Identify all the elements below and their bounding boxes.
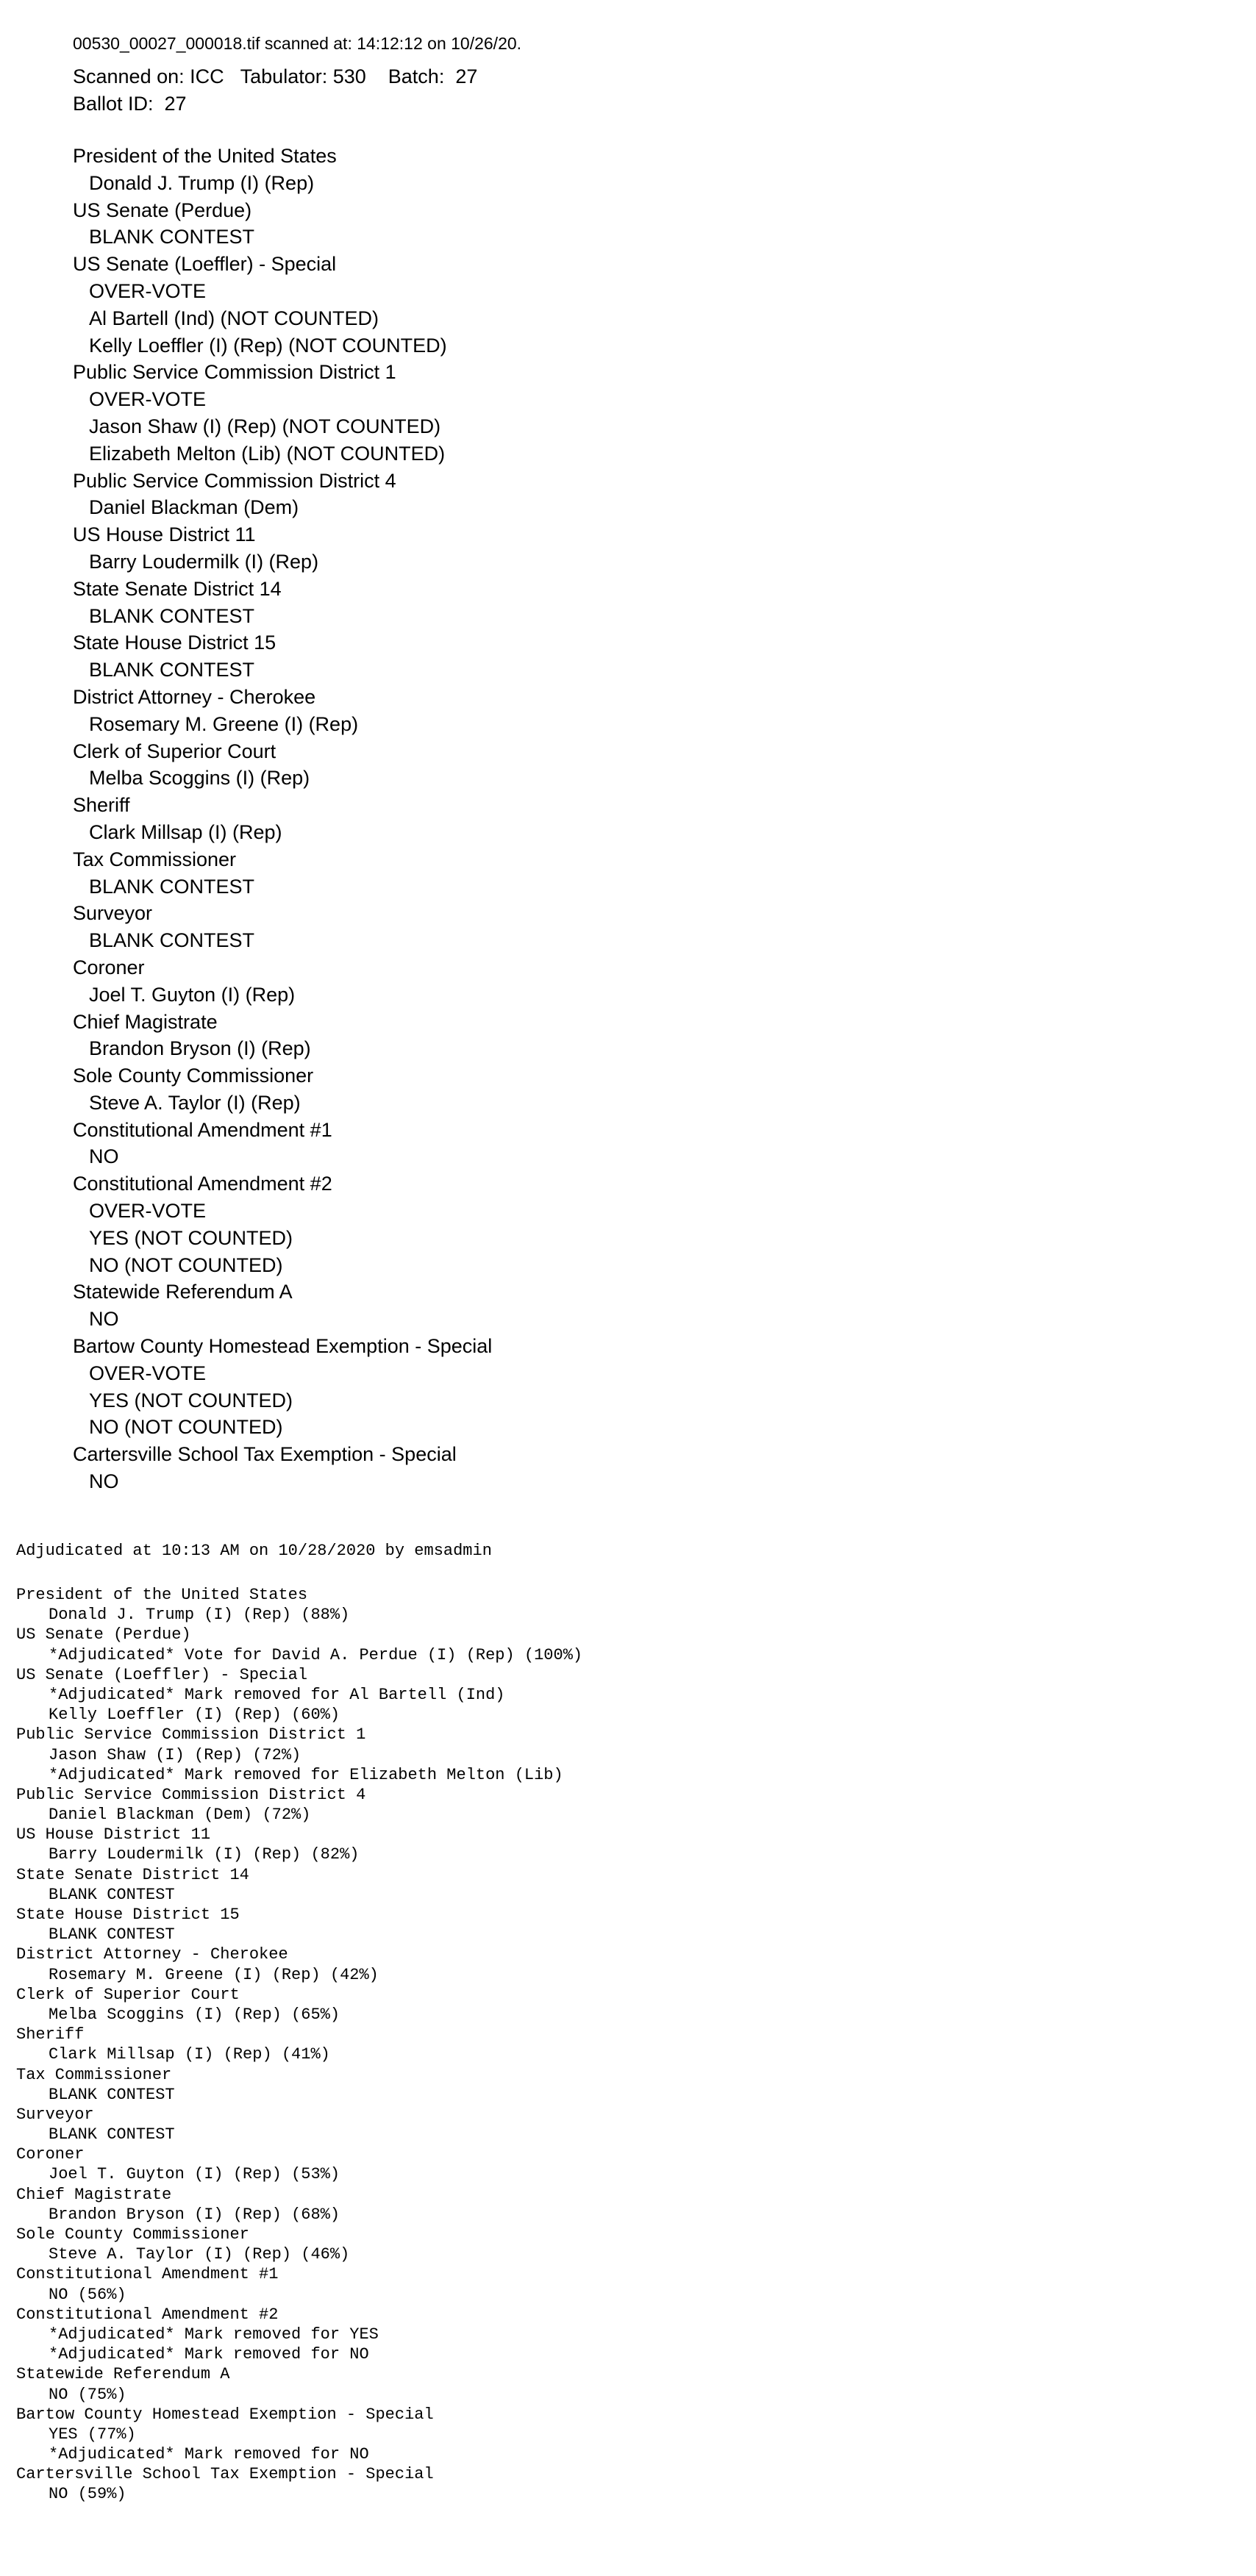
scan-contest-name: Sole County Commissioner bbox=[73, 1065, 314, 1087]
adjudication-choice: Donald J. Trump (I) (Rep) (88%) bbox=[49, 1606, 350, 1625]
scan-choice: BLANK CONTEST bbox=[89, 929, 255, 952]
adjudication-choice: BLANK CONTEST bbox=[49, 2085, 175, 2104]
adjudication-choice: Barry Loudermilk (I) (Rep) (82%) bbox=[49, 1845, 360, 1864]
adjudication-contest-name: Bartow County Homestead Exemption - Special bbox=[16, 2405, 434, 2424]
scan-contest-name: Chief Magistrate bbox=[73, 1010, 218, 1033]
ballot-id-line: Ballot ID: 27 bbox=[73, 93, 187, 115]
scan-contest-name: Constitutional Amendment #2 bbox=[73, 1173, 332, 1195]
scanned-on-line: Scanned on: ICC Tabulator: 530 Batch: 27 bbox=[73, 65, 478, 87]
scan-choice: Daniel Blackman (Dem) bbox=[89, 496, 299, 519]
scan-choice: Kelly Loeffler (I) (Rep) (NOT COUNTED) bbox=[89, 334, 447, 357]
scan-contest-name: District Attorney - Cherokee bbox=[73, 685, 316, 708]
scan-file-line: 00530_00027_000018.tif scanned at: 14:12:12 on 10/26/20. bbox=[73, 34, 522, 53]
scan-contest-name: President of the United States bbox=[73, 145, 337, 167]
scan-choice: NO (NOT COUNTED) bbox=[89, 1416, 283, 1439]
adjudication-contest-name: Sole County Commissioner bbox=[16, 2225, 249, 2244]
adjudication-choice: *Adjudicated* Vote for David A. Perdue (I) (Rep) (100%) bbox=[49, 1645, 583, 1664]
adjudication-choice: Steve A. Taylor (I) (Rep) (46%) bbox=[49, 2245, 350, 2264]
scan-choice: Brandon Bryson (I) (Rep) bbox=[89, 1037, 311, 1060]
scan-choice: Clark Millsap (I) (Rep) bbox=[89, 820, 282, 843]
adjudication-contest-name: US House District 11 bbox=[16, 1825, 211, 1845]
scan-choice: NO bbox=[89, 1145, 119, 1168]
adjudication-contest-name: Tax Commissioner bbox=[16, 2065, 172, 2084]
scan-contest-name: Clerk of Superior Court bbox=[73, 740, 276, 762]
scan-choice: YES (NOT COUNTED) bbox=[89, 1389, 293, 1412]
adjudication-contest-name: Constitutional Amendment #1 bbox=[16, 2265, 279, 2284]
adjudication-choice: *Adjudicated* Mark removed for Elizabeth Melton (Lib) bbox=[49, 1765, 563, 1784]
adjudication-title: Adjudicated at 10:13 AM on 10/28/2020 by emsadmin bbox=[16, 1542, 492, 1560]
scan-contest-name: Sheriff bbox=[73, 794, 130, 817]
adjudication-choice: Clark Millsap (I) (Rep) (41%) bbox=[49, 2045, 330, 2064]
adjudication-choice: NO (59%) bbox=[49, 2485, 126, 2504]
adjudication-contest-name: District Attorney - Cherokee bbox=[16, 1945, 288, 1964]
scan-contest-name: Coroner bbox=[73, 956, 145, 978]
scan-choice: OVER-VOTE bbox=[89, 388, 207, 411]
adjudication-contest-name: President of the United States bbox=[16, 1586, 308, 1604]
adjudication-contest-name: State House District 15 bbox=[16, 1906, 240, 1924]
adjudication-contest-name: Coroner bbox=[16, 2145, 85, 2164]
scan-record bbox=[73, 32, 1176, 1495]
adjudication-choice: Brandon Bryson (I) (Rep) (68%) bbox=[49, 2205, 340, 2224]
scan-contest-name: Surveyor bbox=[73, 902, 153, 925]
adjudication-contest-name: US Senate (Perdue) bbox=[16, 1625, 191, 1645]
scan-choice: Melba Scoggins (I) (Rep) bbox=[89, 767, 310, 790]
adjudication-contest-name: Constitutional Amendment #2 bbox=[16, 2305, 279, 2324]
scan-choice: BLANK CONTEST bbox=[89, 226, 255, 248]
scan-contest-name: Tax Commissioner bbox=[73, 848, 237, 870]
adjudication-choice: Joel T. Guyton (I) (Rep) (53%) bbox=[49, 2165, 340, 2184]
scan-choice: Barry Loudermilk (I) (Rep) bbox=[89, 550, 319, 573]
adjudication-record bbox=[16, 1541, 1193, 2505]
adjudication-choice: NO (75%) bbox=[49, 2385, 126, 2404]
scan-choice: Elizabeth Melton (Lib) (NOT COUNTED) bbox=[89, 442, 446, 465]
adjudication-choice: BLANK CONTEST bbox=[49, 2125, 175, 2144]
adjudication-choice: NO (56%) bbox=[49, 2285, 126, 2304]
scan-contest-name: US Senate (Loeffler) - Special bbox=[73, 253, 337, 276]
adjudication-choice: Daniel Blackman (Dem) (72%) bbox=[49, 1806, 311, 1825]
scan-choice: BLANK CONTEST bbox=[89, 604, 255, 627]
adjudication-contest-name: Chief Magistrate bbox=[16, 2185, 172, 2204]
adjudication-contest-name: US Senate (Loeffler) - Special bbox=[16, 1665, 308, 1684]
scan-choice: Joel T. Guyton (I) (Rep) bbox=[89, 983, 296, 1006]
spacer bbox=[73, 118, 1176, 143]
adjudication-contest-name: State Senate District 14 bbox=[16, 1865, 249, 1884]
adjudication-contest-name: Surveyor bbox=[16, 2105, 94, 2124]
adjudication-choice: YES (77%) bbox=[49, 2425, 136, 2444]
adjudication-choice: *Adjudicated* Mark removed for YES bbox=[49, 2325, 379, 2344]
scan-choice: Al Bartell (Ind) (NOT COUNTED) bbox=[89, 307, 379, 329]
adjudication-choice: *Adjudicated* Mark removed for NO bbox=[49, 2345, 369, 2364]
scan-choice: Steve A. Taylor (I) (Rep) bbox=[89, 1091, 301, 1114]
scan-contest-name: State House District 15 bbox=[73, 632, 276, 654]
adjudication-contest-name: Sheriff bbox=[16, 2025, 85, 2044]
scan-contest-name: State Senate District 14 bbox=[73, 577, 282, 600]
scan-contest-name: Cartersville School Tax Exemption - Special bbox=[73, 1443, 457, 1466]
scan-choice: Rosemary M. Greene (I) (Rep) bbox=[89, 712, 359, 735]
scan-contest-name: Statewide Referendum A bbox=[73, 1281, 293, 1303]
adjudication-choice: *Adjudicated* Mark removed for NO bbox=[49, 2445, 369, 2464]
scan-choice: Donald J. Trump (I) (Rep) bbox=[89, 171, 315, 194]
scan-contest-name: Public Service Commission District 1 bbox=[73, 361, 396, 384]
adjudication-contest-name: Public Service Commission District 1 bbox=[16, 1725, 366, 1745]
scan-contest-name: Bartow County Homestead Exemption - Special bbox=[73, 1335, 493, 1358]
scan-choice: OVER-VOTE bbox=[89, 1200, 207, 1223]
scan-choice: OVER-VOTE bbox=[89, 1362, 207, 1384]
adjudication-choice: Jason Shaw (I) (Rep) (72%) bbox=[49, 1745, 301, 1764]
scan-choice: Jason Shaw (I) (Rep) (NOT COUNTED) bbox=[89, 415, 441, 437]
scan-contest-name: Public Service Commission District 4 bbox=[73, 469, 396, 492]
adjudication-choice: Rosemary M. Greene (I) (Rep) (42%) bbox=[49, 1965, 379, 1984]
scan-choice: BLANK CONTEST bbox=[89, 659, 255, 681]
scan-choice: YES (NOT COUNTED) bbox=[89, 1226, 293, 1249]
scan-contest-name: US House District 11 bbox=[73, 523, 256, 546]
adjudication-contest-list bbox=[16, 1585, 1193, 2505]
scan-choice: NO (NOT COUNTED) bbox=[89, 1253, 283, 1276]
scan-contest-list bbox=[73, 143, 1176, 1495]
adjudication-choice: Melba Scoggins (I) (Rep) (65%) bbox=[49, 2005, 340, 2024]
scan-choice: NO bbox=[89, 1308, 119, 1331]
adjudication-contest-name: Cartersville School Tax Exemption - Special bbox=[16, 2465, 434, 2484]
scan-choice: OVER-VOTE bbox=[89, 279, 207, 302]
adjudication-contest-name: Statewide Referendum A bbox=[16, 2365, 230, 2384]
scan-choice: BLANK CONTEST bbox=[89, 875, 255, 898]
scan-choice: NO bbox=[89, 1470, 119, 1493]
adjudication-choice: BLANK CONTEST bbox=[49, 1925, 175, 1944]
adjudication-contest-name: Public Service Commission District 4 bbox=[16, 1785, 366, 1804]
adjudication-choice: *Adjudicated* Mark removed for Al Bartell (Ind) bbox=[49, 1685, 505, 1704]
scan-contest-name: US Senate (Perdue) bbox=[73, 198, 252, 221]
scan-contest-name: Constitutional Amendment #1 bbox=[73, 1118, 332, 1141]
adjudication-choice: Kelly Loeffler (I) (Rep) (60%) bbox=[49, 1706, 340, 1725]
adjudication-choice: BLANK CONTEST bbox=[49, 1885, 175, 1904]
adjudication-contest-name: Clerk of Superior Court bbox=[16, 1985, 240, 2004]
